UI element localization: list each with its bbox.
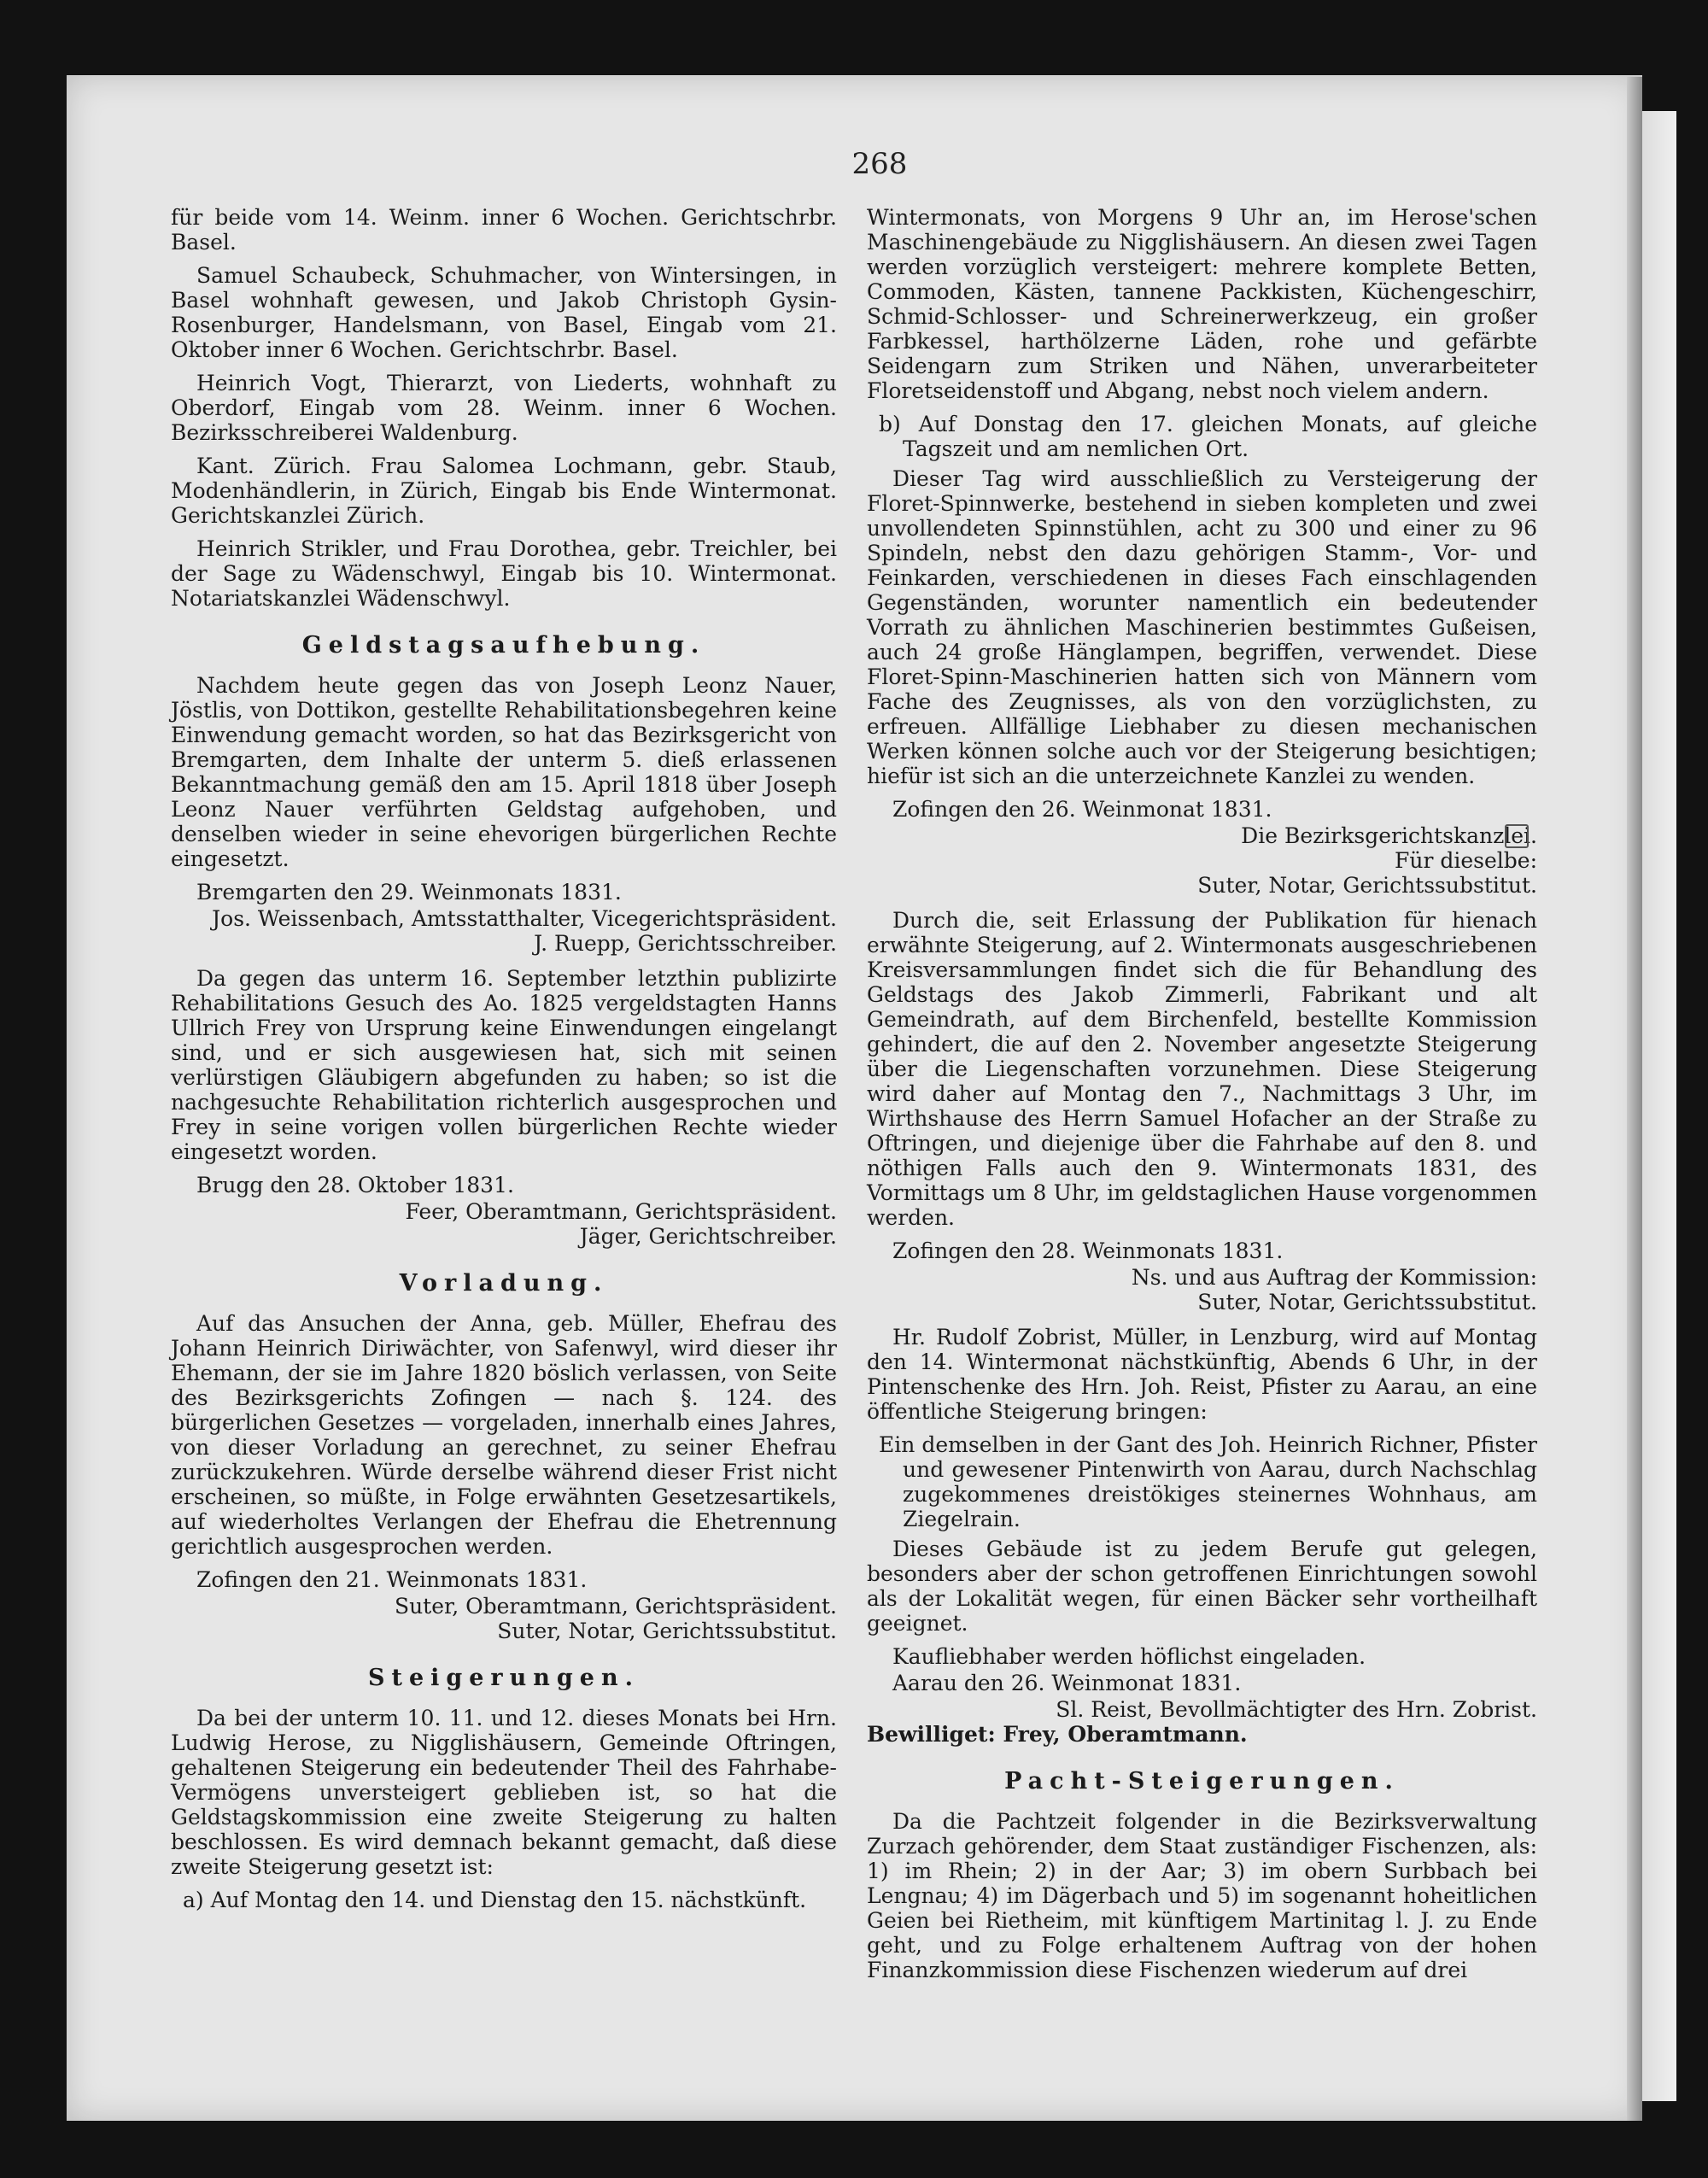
paragraph: Kaufliebhaber werden höflichst eingeladen. [892,1644,1366,1669]
paragraph: Da gegen das unterm 16. September letzthin publizirte Rehabilitations Gesuch des Ao. 1825 vergeldstagten Hanns Ullrich Frey von Ursprung keine Einwendungen eingelangt sind, und er sich ausgewiesen hat, sich mit seinen verlürstigen Gläubigern abgefunden zu haben; so ist die nachgesuchte Rehabilitation richterlich ausgesprochen und Frey in seine vorigen vollen bürgerlichen Rechte wieder eingesetzt worden. [171,966,837,1164]
paragraph: Heinrich Strikler, und Frau Dorothea, gebr. Treichler, bei der Sage zu Wädenschwyl, Eingab bis 10. Wintermonat. Notariatskanzlei Wädenschwyl. [171,536,837,611]
page-binding [1627,77,1642,2121]
section-heading: Steigerungen. [367,1665,640,1691]
page-number: 268 [851,147,908,181]
signature: Suter, Oberamtmann, Gerichtspräsident. [394,1594,837,1619]
paragraph: Durch die, seit Erlassung der Publikation für hienach erwähnte Steigerung, auf 2. Wintermonats ausgeschriebenen Kreisversammlungen findet sich die für Behandlung des Geldstags des Jakob Zimmerli, Fabrikant und alt Gemeindrath, auf dem Birchenfeld, bestellte Kommission gehindert, die auf den 2. November angesetzte Steigerung über die Liegenschaften vorzunehmen. Diese Steigerung wird daher auf Montag den 7., Nachmittags 3 Uhr, im Wirthshause des Herrn Samuel Hofacher an der Straße zu Oftringen, und diejenige über die Fahrhabe auf den 8. und nöthigen Falls auch den 9. Wintermonats 1831, des Vormittags um 8 Uhr, im geldstaglichen Hause vorgenommen werden. [867,908,1537,1230]
signature: Feer, Oberamtmann, Gerichtspräsident. [405,1199,837,1224]
next-page-edge [1642,111,1676,2101]
left-column [171,205,837,1917]
paragraph: für beide vom 14. Weinm. inner 6 Wochen. Gerichtschrbr. Basel. [171,205,837,255]
paragraph: Wintermonats, von Morgens 9 Uhr an, im Herose'schen Maschinengebäude zu Nigglishäusern. An diesen zwei Tagen werden vorzüglich versteigert: mehrere komplete Betten, Commoden, Kästen, tannene Packkisten, Küchengeschirr, Schmid-Schlosser- und Schreinerwerkzeug, ein großer Farbkessel, harthölzerne Läden, rohe und gefärbte Seidengarn zum Striken und Nähen, unverarbeiteter Floretseidenstoff und Abgang, nebst noch vielem andern. [867,205,1537,403]
paragraph: Heinrich Vogt, Thierarzt, von Liederts, wohnhaft zu Oberdorf, Eingab vom 28. Weinm. inner 6 Wochen. Bezirksschreiberei Waldenburg. [171,371,837,445]
signature: J. Ruepp, Gerichtsschreiber. [534,931,837,956]
date-line: Zofingen den 28. Weinmonats 1831. [892,1238,1284,1263]
list-item: b) Auf Donstag den 17. gleichen Monats, auf gleiche Tagszeit und am nemlichen Ort. [879,412,1537,461]
signature: Jos. Weissenbach, Amtsstatthalter, Vicegerichtspräsident. [212,906,837,931]
date-line: Aarau den 26. Weinmonat 1831. [892,1671,1242,1695]
signature: Die Bezirksgerichtskanzlei. [1241,823,1537,848]
signature: Suter, Notar, Gerichtssubstitut. [497,1619,837,1643]
signature: Suter, Notar, Gerichtssubstitut. [1197,1290,1537,1314]
paragraph: Da die Pachtzeit folgender in die Bezirksverwaltung Zurzach gehörender, dem Staat zuständiger Fischenzen, als: 1) im Rhein; 2) in der Aar; 3) im obern Surbbach bei Lengnau; 4) im Dägerbach und 5) im sogenannt hoheitlichen Geien bei Rietheim, mit künftigem Martinitag l. J. zu Ende geht, und zu Folge erhaltenem Auftrag von der hohen Finanzkommission diese Fischenzen wiederum auf drei [867,1809,1537,1982]
date-line: Zofingen den 21. Weinmonats 1831. [196,1567,588,1592]
signature: Jäger, Gerichtschreiber. [579,1224,837,1249]
section-heading: Pacht-Steigerungen. [1004,1768,1400,1795]
list-item: Ein demselben in der Gant des Joh. Heinrich Richner, Pfister und gewesener Pintenwirth von Aarau, durch Nachschlag zugekommenes dreistökiges steinernes Wohnhaus, am Ziegelrain. [879,1432,1537,1531]
signature: Sl. Reist, Bevollmächtigter des Hrn. Zobrist. [1056,1697,1537,1722]
list-item: a) Auf Montag den 14. und Dienstag den 15. nächstkünft. [183,1888,807,1912]
date-line: Bremgarten den 29. Weinmonats 1831. [196,880,622,905]
paragraph: Da bei der unterm 10. 11. und 12. dieses Monats bei Hrn. Ludwig Herose, zu Nigglishäusern, Gemeinde Oftringen, gehaltenen Steigerung ein bedeutender Theil des Fahrhabe-Vermögens unversteigert geblieben ist, so hat die Geldstagskommission eine zweite Steigerung zu halten beschlossen. Es wird demnach bekannt gemacht, daß diese zweite Steigerung gesetzt ist: [171,1706,837,1879]
paragraph: Nachdem heute gegen das von Joseph Leonz Nauer, Jöstlis, von Dottikon, gestellte Rehabilitationsbegehren keine Einwendung gemacht worden, so hat das Bezirksgericht von Bremgarten, dem Inhalte der unterm 5. dieß erlassenen Bekanntmachung gemäß den am 15. April 1818 über Joseph Leonz Nauer verführten Geldstag aufgehoben, und denselben wieder in seine ehevorigen bürgerlichen Rechte eingesetzt. [171,673,837,871]
section-heading: Vorladung. [399,1270,609,1297]
signature: Bewilliget: Frey, Oberamtmann. [867,1722,1248,1747]
paragraph: Kant. Zürich. Frau Salomea Lochmann, gebr. Staub, Modenhändlerin, in Zürich, Eingab bis Ende Wintermonat. Gerichtskanzlei Zürich. [171,454,837,528]
signature: Suter, Notar, Gerichtssubstitut. [1197,873,1537,898]
signature: Für dieselbe: [1395,848,1537,873]
date-line: Zofingen den 26. Weinmonat 1831. [892,797,1272,822]
signature: Ns. und aus Auftrag der Kommission: [1131,1265,1537,1290]
section-heading: Geldstagsaufhebung. [301,632,706,659]
stamp-mark-icon [1505,824,1529,848]
paragraph: Samuel Schaubeck, Schuhmacher, von Wintersingen, in Basel wohnhaft gewesen, und Jakob Christoph Gysin-Rosenburger, Handelsmann, von Basel, Eingab vom 21. Oktober inner 6 Wochen. Gerichtschrbr. Basel. [171,263,837,362]
paragraph: Dieses Gebäude ist zu jedem Berufe gut gelegen, besonders aber der schon getroffenen Einrichtungen sowohl als der Lokalität wegen, für einen Bäcker sehr vortheilhaft geeignet. [867,1537,1537,1636]
date-line: Brugg den 28. Oktober 1831. [196,1173,514,1197]
paragraph: Hr. Rudolf Zobrist, Müller, in Lenzburg, wird auf Montag den 14. Wintermonat nächstkünftig, Abends 6 Uhr, in der Pintenschenke des Hrn. Joh. Reist, Pfister zu Aarau, an eine öffentliche Steigerung bringen: [867,1325,1537,1424]
paragraph: Dieser Tag wird ausschließlich zu Versteigerung der Floret-Spinnwerke, bestehend in sieben kompleten und zwei unvollendeten Spinnstühlen, acht zu 300 und einer zu 96 Spindeln, nebst den dazu gehörigen Stamm-, Vor- und Feinkarden, verschiedenen in dieses Fach einschlagenden Gegenständen, worunter namentlich ein bedeutender Vorrath zu ähnlichen Maschinerien bestimmtes Gußeisen, auch 24 große Hänglampen, begriffen, verwendet. Diese Floret-Spinn-Maschinerien hatten sich von Männern vom Fache des Zeugnisses, als von den vorzüglichsten, zu erfreuen. Allfällige Liebhaber zu diesen mechanischen Werken können solche auch vor der Steigerung besichtigen; hiefür ist sich an die unterzeichnete Kanzlei zu wenden. [867,466,1537,788]
right-column [867,205,1537,1991]
paragraph: Auf das Ansuchen der Anna, geb. Müller, Ehefrau des Johann Heinrich Diriwächter, von Safenwyl, wird dieser ihr Ehemann, der sie im Jahre 1820 böslich verlassen, von Seite des Bezirksgerichts Zofingen — nach §. 124. des bürgerlichen Gesetzes — vorgeladen, innerhalb eines Jahres, von dieser Vorladung an gerechnet, zu seiner Ehefrau zurückzukehren. Würde derselbe während dieser Frist nicht erscheinen, so müßte, in Folge erwähnten Gesetzesartikels, auf wiederholtes Verlangen der Ehefrau die Ehetrennung gerichtlich ausgesprochen werden. [171,1311,837,1559]
